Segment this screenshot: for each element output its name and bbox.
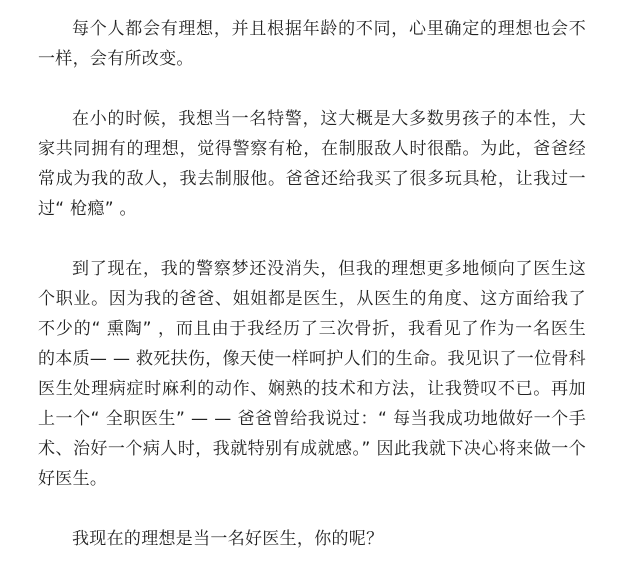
essay-body: [38, 14, 586, 554]
paragraph-conclusion: 我现在的理想是当一名好医生，你的呢？: [72, 529, 384, 549]
paragraph-childhood: 在小的时候，我想当一名特警，这大概是大多数男孩子的本性，大家共同拥有的理想，觉得警察有枪，在制服敌人时很酷。为此，爸爸经常成为我的敌人，我去制服他。爸爸还给我买了很多玩具枪，让我过一过“ 枪瘾” 。: [38, 109, 586, 219]
paragraph-intro: 每个人都会有理想，并且根据年龄的不同，心里确定的理想也会不一样，会有所改变。: [38, 19, 586, 69]
paragraph-present: 到了现在，我的警察梦还没消失，但我的理想更多地倾向了医生这个职业。因为我的爸爸、姐姐都是医生，从医生的角度、这方面给我了不少的“ 熏陶” ，而且由于我经历了三次骨折，我看见了作为一名医生的本质— — 救死扶伤，像天使一样呵护人们的生命。我见识了一位骨科医生处理病症时麻利的动作、娴熟的技术和方法，让我赞叹不已。再加上一个“ 全职医生” — — 爸爸曾给我说过：“ 每当我成功地做好一个手术、治好一个病人时，我就特别有成就感。” 因此我就下决心将来做一个好医生。: [38, 259, 586, 489]
